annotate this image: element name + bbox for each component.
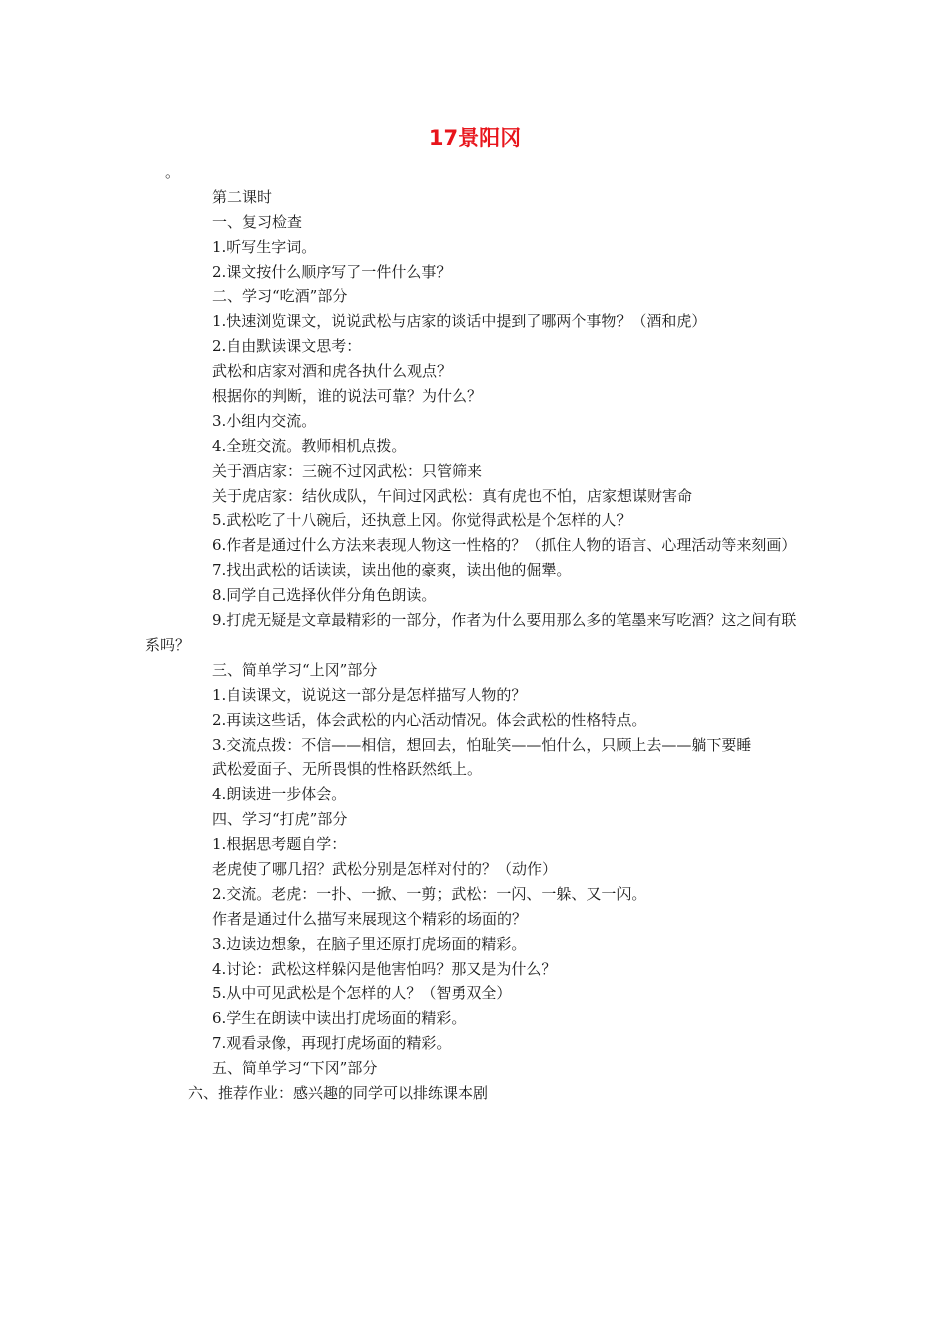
text-paragraph: 3.交流点拨：不信——相信，想回去，怕耻笑——怕什么，只顾上去——躺下要睡 — [212, 735, 752, 754]
text-line: 4.全班交流。教师相机点拨。 — [212, 436, 407, 455]
text-line: 2.自由默读课文思考： — [212, 337, 362, 356]
text-line: 1.自读课文，说说这一部分是怎样描写人物的？ — [212, 685, 527, 704]
document-body — [145, 160, 805, 1106]
text-line: 1.根据思考题自学： — [212, 835, 347, 854]
text-line: 关于虎店家：结伙成队，午间过冈武松：真有虎也不怕，店家想谋财害命 — [212, 486, 693, 505]
section-heading: 四、学习“打虎”部分 — [212, 810, 348, 829]
text-line: 关于酒店家：三碗不过冈武松：只管筛来 — [212, 461, 483, 480]
stray-mark: 。 — [165, 163, 181, 181]
section-heading: 六、推荐作业：感兴趣的同学可以排练课本剧 — [188, 1084, 489, 1103]
text-line: 7.观看录像，再现打虎场面的精彩。 — [212, 1034, 452, 1053]
text-line: 老虎使了哪几招？武松分别是怎样对付的？（动作） — [212, 860, 558, 878]
text-line: 3.边读边想象，在脑子里还原打虎场面的精彩。 — [212, 934, 527, 953]
section-heading: 五、简单学习“下冈”部分 — [212, 1059, 378, 1078]
text-line: 2.再读这些话，体会武松的内心活动情况。体会武松的性格特点。 — [212, 710, 647, 729]
section-heading: 二、学习“吃酒”部分 — [212, 287, 348, 306]
text-line: 2.交流。老虎：一扑、一掀、一剪；武松：一闪、一躲、又一闪。 — [212, 884, 647, 903]
section-heading: 一、复习检查 — [212, 212, 303, 231]
text-line: 5.从中可见武松是个怎样的人？（智勇双全） — [212, 984, 512, 1003]
text-line: 根据你的判断，谁的说法可靠？为什么？ — [212, 387, 483, 406]
text-paragraph: 6.作者是通过什么方法来表现人物这一性格的？（抓住人物的语言、心理活动等来刻画） — [212, 536, 797, 555]
text-line: 武松和店家对酒和虎各执什么观点？ — [212, 362, 453, 381]
text-line: 8.同学自己选择伙伴分角色朗读。 — [212, 586, 437, 605]
text-paragraph: 9.打虎无疑是文章最精彩的一部分，作者为什么要用那么多的笔墨来写吃酒？这之间有联系吗？ — [145, 611, 797, 654]
lesson-heading: 第二课时 — [212, 187, 273, 206]
text-line: 1.快速浏览课文，说说武松与店家的谈话中提到了哪两个事物？（酒和虎） — [212, 312, 707, 331]
text-line: 作者是通过什么描写来展现这个精彩的场面的？ — [212, 909, 528, 928]
text-line: 5.武松吃了十八碗后，还执意上冈。你觉得武松是个怎样的人？ — [212, 511, 632, 530]
text-line: 4.讨论：武松这样躲闪是他害怕吗？那又是为什么？ — [212, 959, 557, 978]
text-line: 3.小组内交流。 — [212, 411, 317, 430]
text-line: 1.听写生字词。 — [212, 237, 317, 256]
text-line: 4.朗读进一步体会。 — [212, 785, 347, 804]
text-line: 6.学生在朗读中读出打虎场面的精彩。 — [212, 1009, 467, 1028]
text-line: 7.找出武松的话读读，读出他的豪爽，读出他的倔犟。 — [212, 561, 572, 580]
text-line: 武松爱面子、无所畏惧的性格跃然纸上。 — [212, 760, 483, 779]
document-title: 17景阳冈 — [428, 126, 522, 150]
text-line: 2.课文按什么顺序写了一件什么事？ — [212, 262, 452, 281]
section-heading: 三、简单学习“上冈”部分 — [212, 660, 378, 679]
